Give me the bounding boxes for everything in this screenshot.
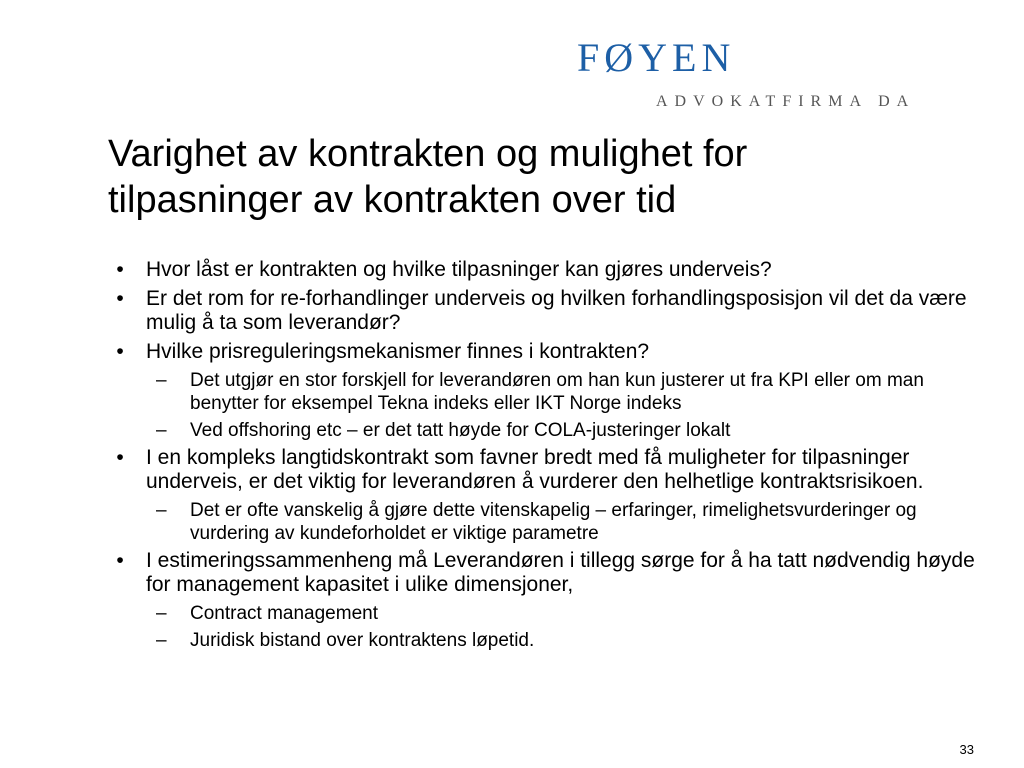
bullet-text: I estimeringssammenheng må Leverandøren i tillegg sørge for å ha tatt nødvendig høyde for management kapasitet i ulike dimensjoner,: [146, 549, 975, 596]
bullet-list: [110, 258, 980, 656]
bullet-icon: •: [116, 549, 124, 572]
sub-bullet-item: [110, 602, 980, 625]
bullet-text: Hvilke prisreguleringsmekanismer finnes i kontrakten?: [146, 340, 650, 363]
slide-title-line-2: tilpasninger av kontrakten over tid: [108, 179, 677, 221]
bullet-item: [110, 287, 980, 335]
dash-icon: –: [156, 370, 167, 391]
bullet-item: [110, 549, 980, 597]
sub-bullet-item: [110, 499, 980, 545]
bullet-text: Hvor låst er kontrakten og hvilke tilpasninger kan gjøres underveis?: [146, 258, 772, 281]
sub-bullet-item: [110, 629, 980, 652]
sub-bullet-text: Det er ofte vanskelig å gjøre dette vitenskapelig – erfaringer, rimelighetsvurderinger og vurdering av kundeforholdet er viktige parametre: [190, 500, 917, 544]
company-logo-subtitle: ADVOKATFIRMA DA: [656, 93, 916, 110]
bullet-text: I en kompleks langtidskontrakt som favner bredt med få muligheter for tilpasninger underveis, er det viktig for leverandøren å vurderer den helhetlige kontraktsrisikoen.: [146, 446, 924, 493]
dash-icon: –: [156, 500, 167, 521]
slide-title: [108, 131, 968, 223]
bullet-icon: •: [116, 258, 124, 281]
bullet-icon: •: [116, 340, 124, 363]
page-number: 33: [959, 742, 974, 757]
sub-bullet-text: Det utgjør en stor forskjell for leverandøren om han kun justerer ut fra KPI eller om man benytter for eksempel Tekna indeks eller IKT Norge indeks: [190, 370, 924, 414]
sub-bullet-item: [110, 419, 980, 442]
bullet-icon: •: [116, 446, 124, 469]
bullet-item: [110, 446, 980, 494]
bullet-icon: •: [116, 287, 124, 310]
bullet-item: [110, 340, 980, 364]
bullet-item: [110, 258, 980, 282]
dash-icon: –: [156, 603, 167, 624]
sub-bullet-text: Ved offshoring etc – er det tatt høyde for COLA-justeringer lokalt: [190, 420, 731, 441]
bullet-text: Er det rom for re-forhandlinger underveis og hvilken forhandlingsposisjon vil det da være mulig å ta som leverandør?: [146, 287, 967, 334]
slide-title-line-1: Varighet av kontrakten og mulighet for: [108, 133, 748, 175]
sub-bullet-item: [110, 369, 980, 415]
company-logo-name: FØYEN: [577, 35, 736, 80]
dash-icon: –: [156, 420, 167, 441]
dash-icon: –: [156, 630, 167, 651]
sub-bullet-text: Juridisk bistand over kontraktens løpetid.: [190, 630, 535, 651]
sub-bullet-text: Contract management: [190, 603, 378, 624]
